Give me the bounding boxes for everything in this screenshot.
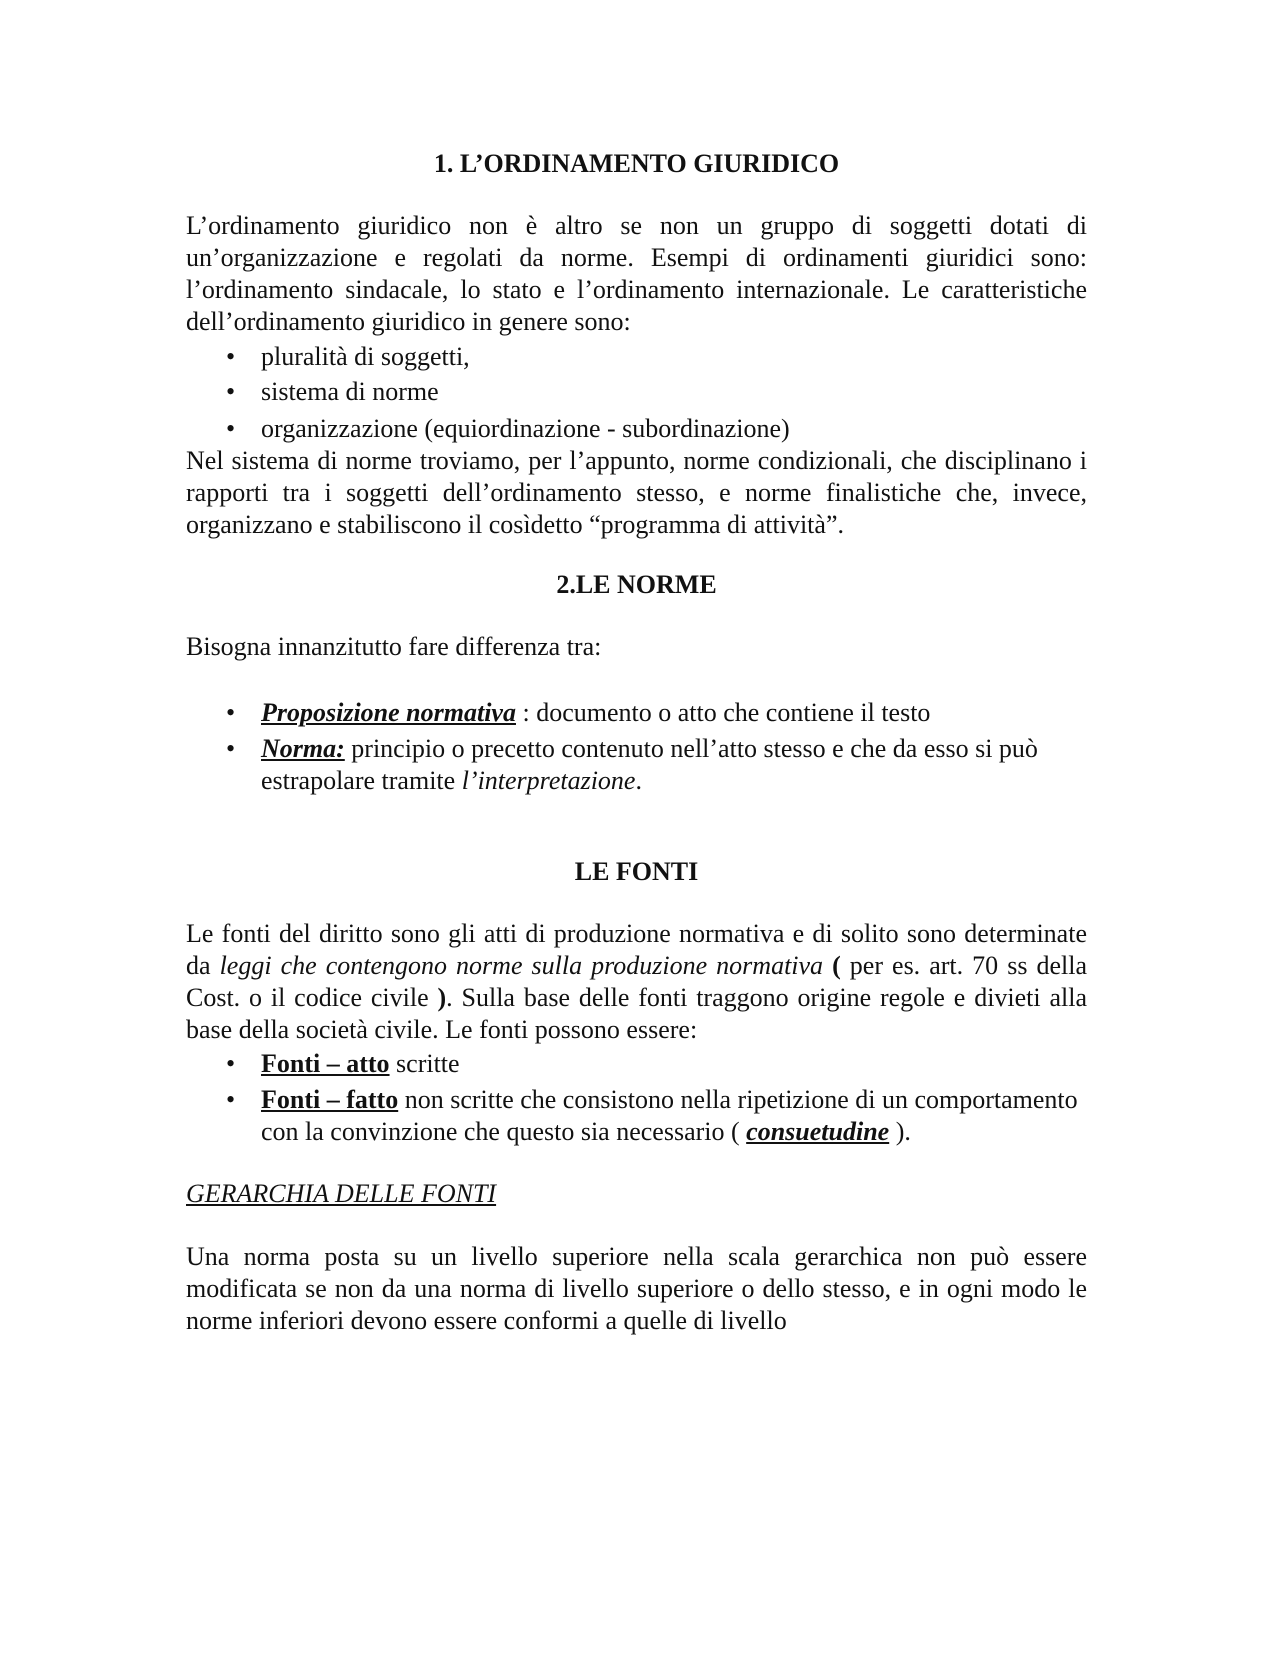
bullet-icon: •: [226, 1085, 236, 1114]
section-title-gerarchia: GERARCHIA DELLE FONTI: [186, 1179, 497, 1208]
list-item-text: sistema di norme: [261, 377, 439, 406]
definition-text: : documento o atto che contiene il testo: [515, 698, 931, 727]
section-title-norme: 2.LE NORME: [556, 570, 717, 599]
list-item: [186, 1084, 1087, 1148]
term-proposizione-normativa: Proposizione normativa: [261, 698, 516, 727]
list-item: [186, 1048, 1087, 1080]
definition-text: non scritte che consistono nella ripetizione di un comportamento con la convinzione che questo sia necessario: [261, 1085, 1078, 1146]
list-caratteristiche: [186, 341, 1087, 445]
section-title-ordinamento: 1. L’ORDINAMENTO GIURIDICO: [433, 149, 840, 178]
bullet-icon: •: [226, 698, 236, 727]
bullet-icon: •: [226, 342, 236, 371]
paragraph-ordinamento-intro: L’ordinamento giuridico non è altro se non un gruppo di soggetti dotati di un’organizzazione e regolati da norme. Esempi di ordinamenti giuridici sono: l’ordinamento sindacale, lo stato e l’ordinamento internazionale. Le caratteristiche dell’ordinamento giuridico in genere sono:: [186, 211, 1087, 336]
document-page: [186, 148, 1087, 1337]
paragraph-gerarchia: Una norma posta su un livello superiore nella scala gerarchica non può essere modificata se non da una norma di livello superiore o dello stesso, e in ogni modo le norme inferiori devono essere conformi a quelle di livello: [186, 1242, 1087, 1335]
list-norme: [186, 697, 1087, 797]
italic-interpretazione: l’interpretazione: [461, 766, 636, 795]
list-item: [186, 376, 1087, 408]
fonti-text-start: Le fonti del diritto sono gli atti di produzione normativa e di solito sono determinate da: [186, 919, 1087, 980]
bullet-icon: •: [226, 414, 236, 443]
fonti-paren-open: (: [823, 951, 841, 980]
term-fonti-atto: Fonti – atto: [261, 1049, 390, 1078]
list-item-text: organizzazione (equiordinazione - subordinazione): [261, 414, 790, 443]
list-item: [186, 413, 1087, 445]
fonti-text-end: . Sulla base delle fonti traggono origine regole e divieti alla base della società civile. Le fonti possono essere:: [186, 983, 1088, 1044]
term-norma: Norma:: [261, 734, 345, 763]
fonti-italic: leggi che contengono norme sulla produzione normativa: [219, 951, 824, 980]
definition-end: .: [635, 766, 642, 795]
paren-close: ).: [889, 1117, 911, 1146]
list-fonti: [186, 1048, 1087, 1148]
definition-text: principio o precetto contenuto nell’atto stesso e che da esso si può estrapolare tramite: [261, 734, 1038, 795]
list-item: [186, 733, 1087, 797]
list-item: [186, 341, 1087, 373]
term-consuetudine: consuetudine: [746, 1117, 890, 1146]
definition-text: scritte: [389, 1049, 460, 1078]
term-fonti-fatto: Fonti – fatto: [261, 1085, 399, 1114]
fonti-paren-close: ): [437, 983, 447, 1012]
fonti-text-middle: per es. art. 70 ss della Cost. o il codice civile: [186, 951, 1087, 1012]
bullet-icon: •: [226, 1049, 236, 1078]
paren-open: (: [731, 1117, 747, 1146]
section-title-fonti: LE FONTI: [574, 857, 699, 886]
list-item-text: pluralità di soggetti,: [261, 342, 470, 371]
bullet-icon: •: [226, 377, 236, 406]
bullet-icon: •: [226, 734, 236, 763]
paragraph-ordinamento-closing: Nel sistema di norme troviamo, per l’appunto, norme condizionali, che disciplinano i rapporti tra i soggetti dell’ordinamento stesso, e norme finalistiche che, invece, organizzano e stabiliscono il cosìdetto “programma di attività”.: [186, 446, 1087, 539]
list-item: [186, 697, 1087, 729]
paragraph-fonti: [186, 918, 1087, 1046]
paragraph-norme-intro: Bisogna innanzitutto fare differenza tra:: [186, 632, 602, 661]
